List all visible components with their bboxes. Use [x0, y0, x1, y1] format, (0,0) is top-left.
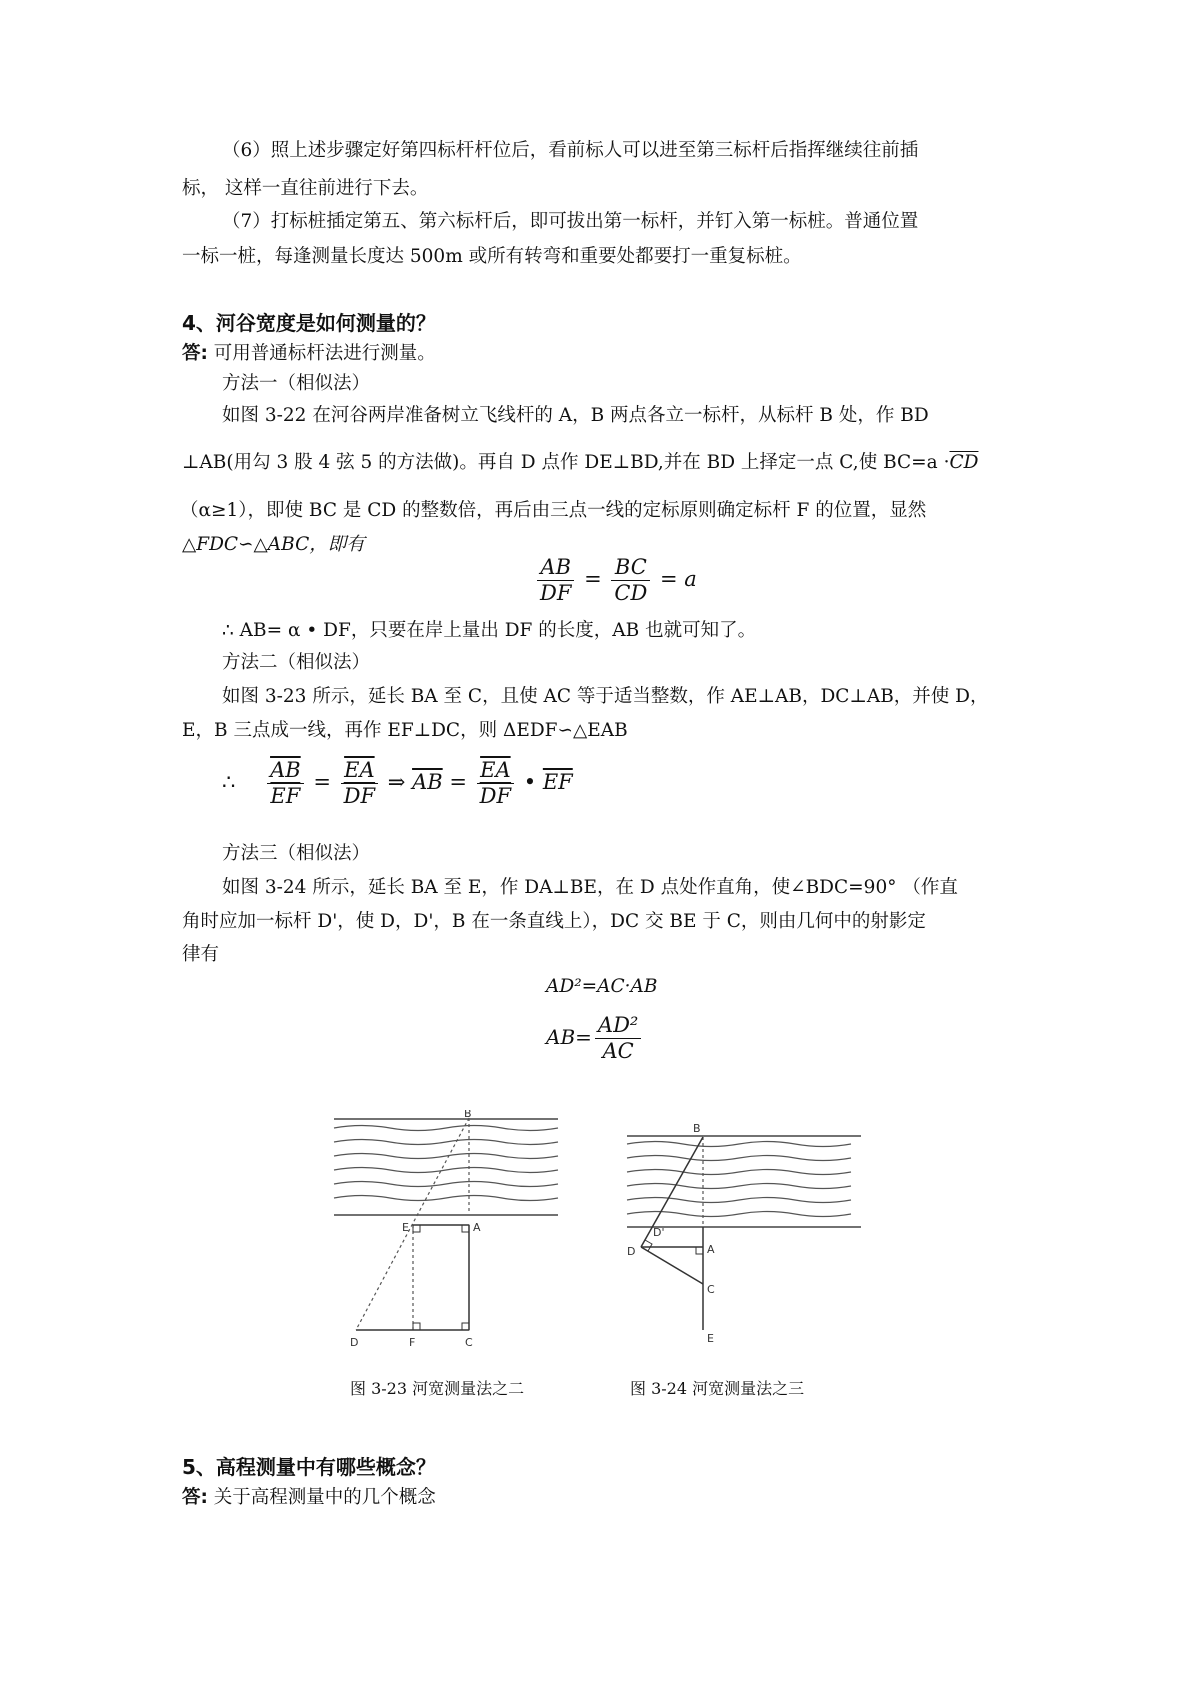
q4-answer — [182, 343, 436, 365]
line-dc — [641, 1247, 703, 1284]
eq4-num: AD² — [595, 1013, 641, 1039]
method1-line4: △FDC∽△ABC，即有 — [182, 534, 365, 555]
method1-line3: （α≥1），即使 BC 是 CD 的整数倍，再后由三点一线的定标原则确定标杆 F 的位置，显然 — [180, 500, 927, 521]
answer-text: 关于高程测量中的几个概念 — [213, 1487, 436, 1508]
river-waves — [334, 1126, 558, 1201]
method1-line2-text: ⊥AB(用勾 3 股 4 弦 5 的方法做)。再自 D 点作 DE⊥BD,并在 BD 上择定一点 C,使 BC=a · — [182, 452, 950, 473]
method1-title: 方法一（相似法） — [222, 373, 371, 394]
method3-line1: 如图 3-24 所示，延长 BA 至 E，作 DA⊥BE，在 D 点处作直角，使∠BDC=90° （作直 — [222, 877, 958, 898]
eq2-num2: $\overline{EA}$ — [341, 758, 378, 784]
step7-line2: 一标一桩，每逢测量长度达 500m 或所有转弯和重要处都要打一重复标桩。 — [182, 246, 802, 267]
figure-3-24 — [625, 1110, 865, 1350]
method3-title: 方法三（相似法） — [222, 843, 371, 864]
eq1-num1: AB — [537, 555, 574, 581]
line-bd — [641, 1137, 703, 1247]
equation-4 — [546, 1013, 644, 1064]
method2-line1: 如图 3-23 所示，延长 BA 至 C，且使 AC 等于适当整数，作 AE⊥AB，DC⊥AB，并使 D， — [222, 686, 989, 707]
equation-1 — [534, 555, 697, 606]
eq2-dot: • — [523, 770, 537, 795]
right-angle-marks — [413, 1225, 469, 1330]
label-e: E — [707, 1332, 714, 1345]
figure-3-23 — [330, 1110, 560, 1350]
step7-line1: （7）打标桩插定第五、第六标杆后，即可拔出第一标杆，并钉入第一标桩。普通位置 — [222, 211, 919, 232]
equation-2 — [222, 758, 573, 809]
method3-line3: 律有 — [182, 944, 220, 965]
eq2-den1: EF — [270, 784, 301, 809]
river-waves — [627, 1142, 851, 1217]
label-f: F — [409, 1336, 416, 1349]
label-d: D — [627, 1245, 636, 1258]
eq2-num1: $\overline{AB}$ — [267, 758, 304, 784]
step6-line1: （6）照上述步骤定好第四标杆杆位后，看前标人可以进至第三标杆后指挥继续往前插 — [222, 140, 919, 161]
method1-conclusion: ∴ AB= α • DF，只要在岸上量出 DF 的长度，AB 也就可知了。 — [222, 620, 757, 641]
label-d: D — [350, 1336, 359, 1349]
label-e: E — [402, 1221, 409, 1234]
eq2-den2: DF — [343, 784, 376, 809]
step6-line2: 标， 这样一直往前进行下去。 — [182, 178, 429, 199]
eq4-den: AC — [602, 1039, 634, 1064]
method1-line1: 如图 3-22 在河谷两岸准备树立飞线杆的 A，B 两点各立一标杆，从标杆 B 处，作 BD — [222, 405, 929, 426]
method1-line2 — [182, 452, 978, 474]
label-c: C — [465, 1336, 473, 1349]
eq1-equals: = — [584, 567, 602, 592]
eq1-num2: BC — [611, 555, 650, 581]
equation-3: AD²=AC·AB — [546, 976, 658, 997]
caption-fig-3-23: 图 3-23 河宽测量法之二 — [350, 1379, 525, 1398]
method2-title: 方法二（相似法） — [222, 652, 371, 673]
eq2-den3: DF — [479, 784, 512, 809]
eq1-den2: CD — [614, 581, 648, 606]
label-b: B — [464, 1110, 472, 1120]
label-c: C — [707, 1283, 715, 1296]
eq2-lhs: $\overline{AB}$ — [412, 770, 443, 795]
answer-label: 答: — [182, 1487, 208, 1508]
eq1-den1: DF — [540, 581, 572, 606]
eq2-tail: $\overline{EF}$ — [542, 770, 573, 795]
answer-label: 答: — [182, 343, 208, 364]
eq2-implies: ⇒ — [387, 770, 406, 795]
label-b: B — [693, 1122, 701, 1135]
label-a: A — [473, 1221, 481, 1234]
eq2-equals2: = — [449, 770, 467, 795]
eq1-tail: = a — [660, 567, 697, 592]
eq2-therefore: ∴ — [222, 770, 236, 795]
method2-line2: E，B 三点成一线，再作 EF⊥DC，则 ΔEDF∽△EAB — [182, 720, 628, 741]
q4-heading: 4、河谷宽度是如何测量的？ — [182, 311, 436, 335]
answer-text: 可用普通标杆法进行测量。 — [213, 343, 436, 364]
label-d-prime: D' — [653, 1226, 665, 1239]
label-a: A — [707, 1243, 715, 1256]
method3-line2: 角时应加一标杆 D'，使 D，D'，B 在一条直线上），DC 交 BE 于 C，则由几何中的射影定 — [182, 911, 926, 932]
caption-fig-3-24: 图 3-24 河宽测量法之三 — [630, 1379, 805, 1398]
eq2-equals: = — [313, 770, 331, 795]
q5-answer — [182, 1487, 436, 1509]
q5-heading: 5、高程测量中有哪些概念？ — [182, 1455, 436, 1479]
eq2-num3: $\overline{EA}$ — [477, 758, 514, 784]
cd-overline: $\overline{CD}$ — [949, 452, 979, 473]
eq4-lhs: AB= — [546, 1025, 592, 1050]
